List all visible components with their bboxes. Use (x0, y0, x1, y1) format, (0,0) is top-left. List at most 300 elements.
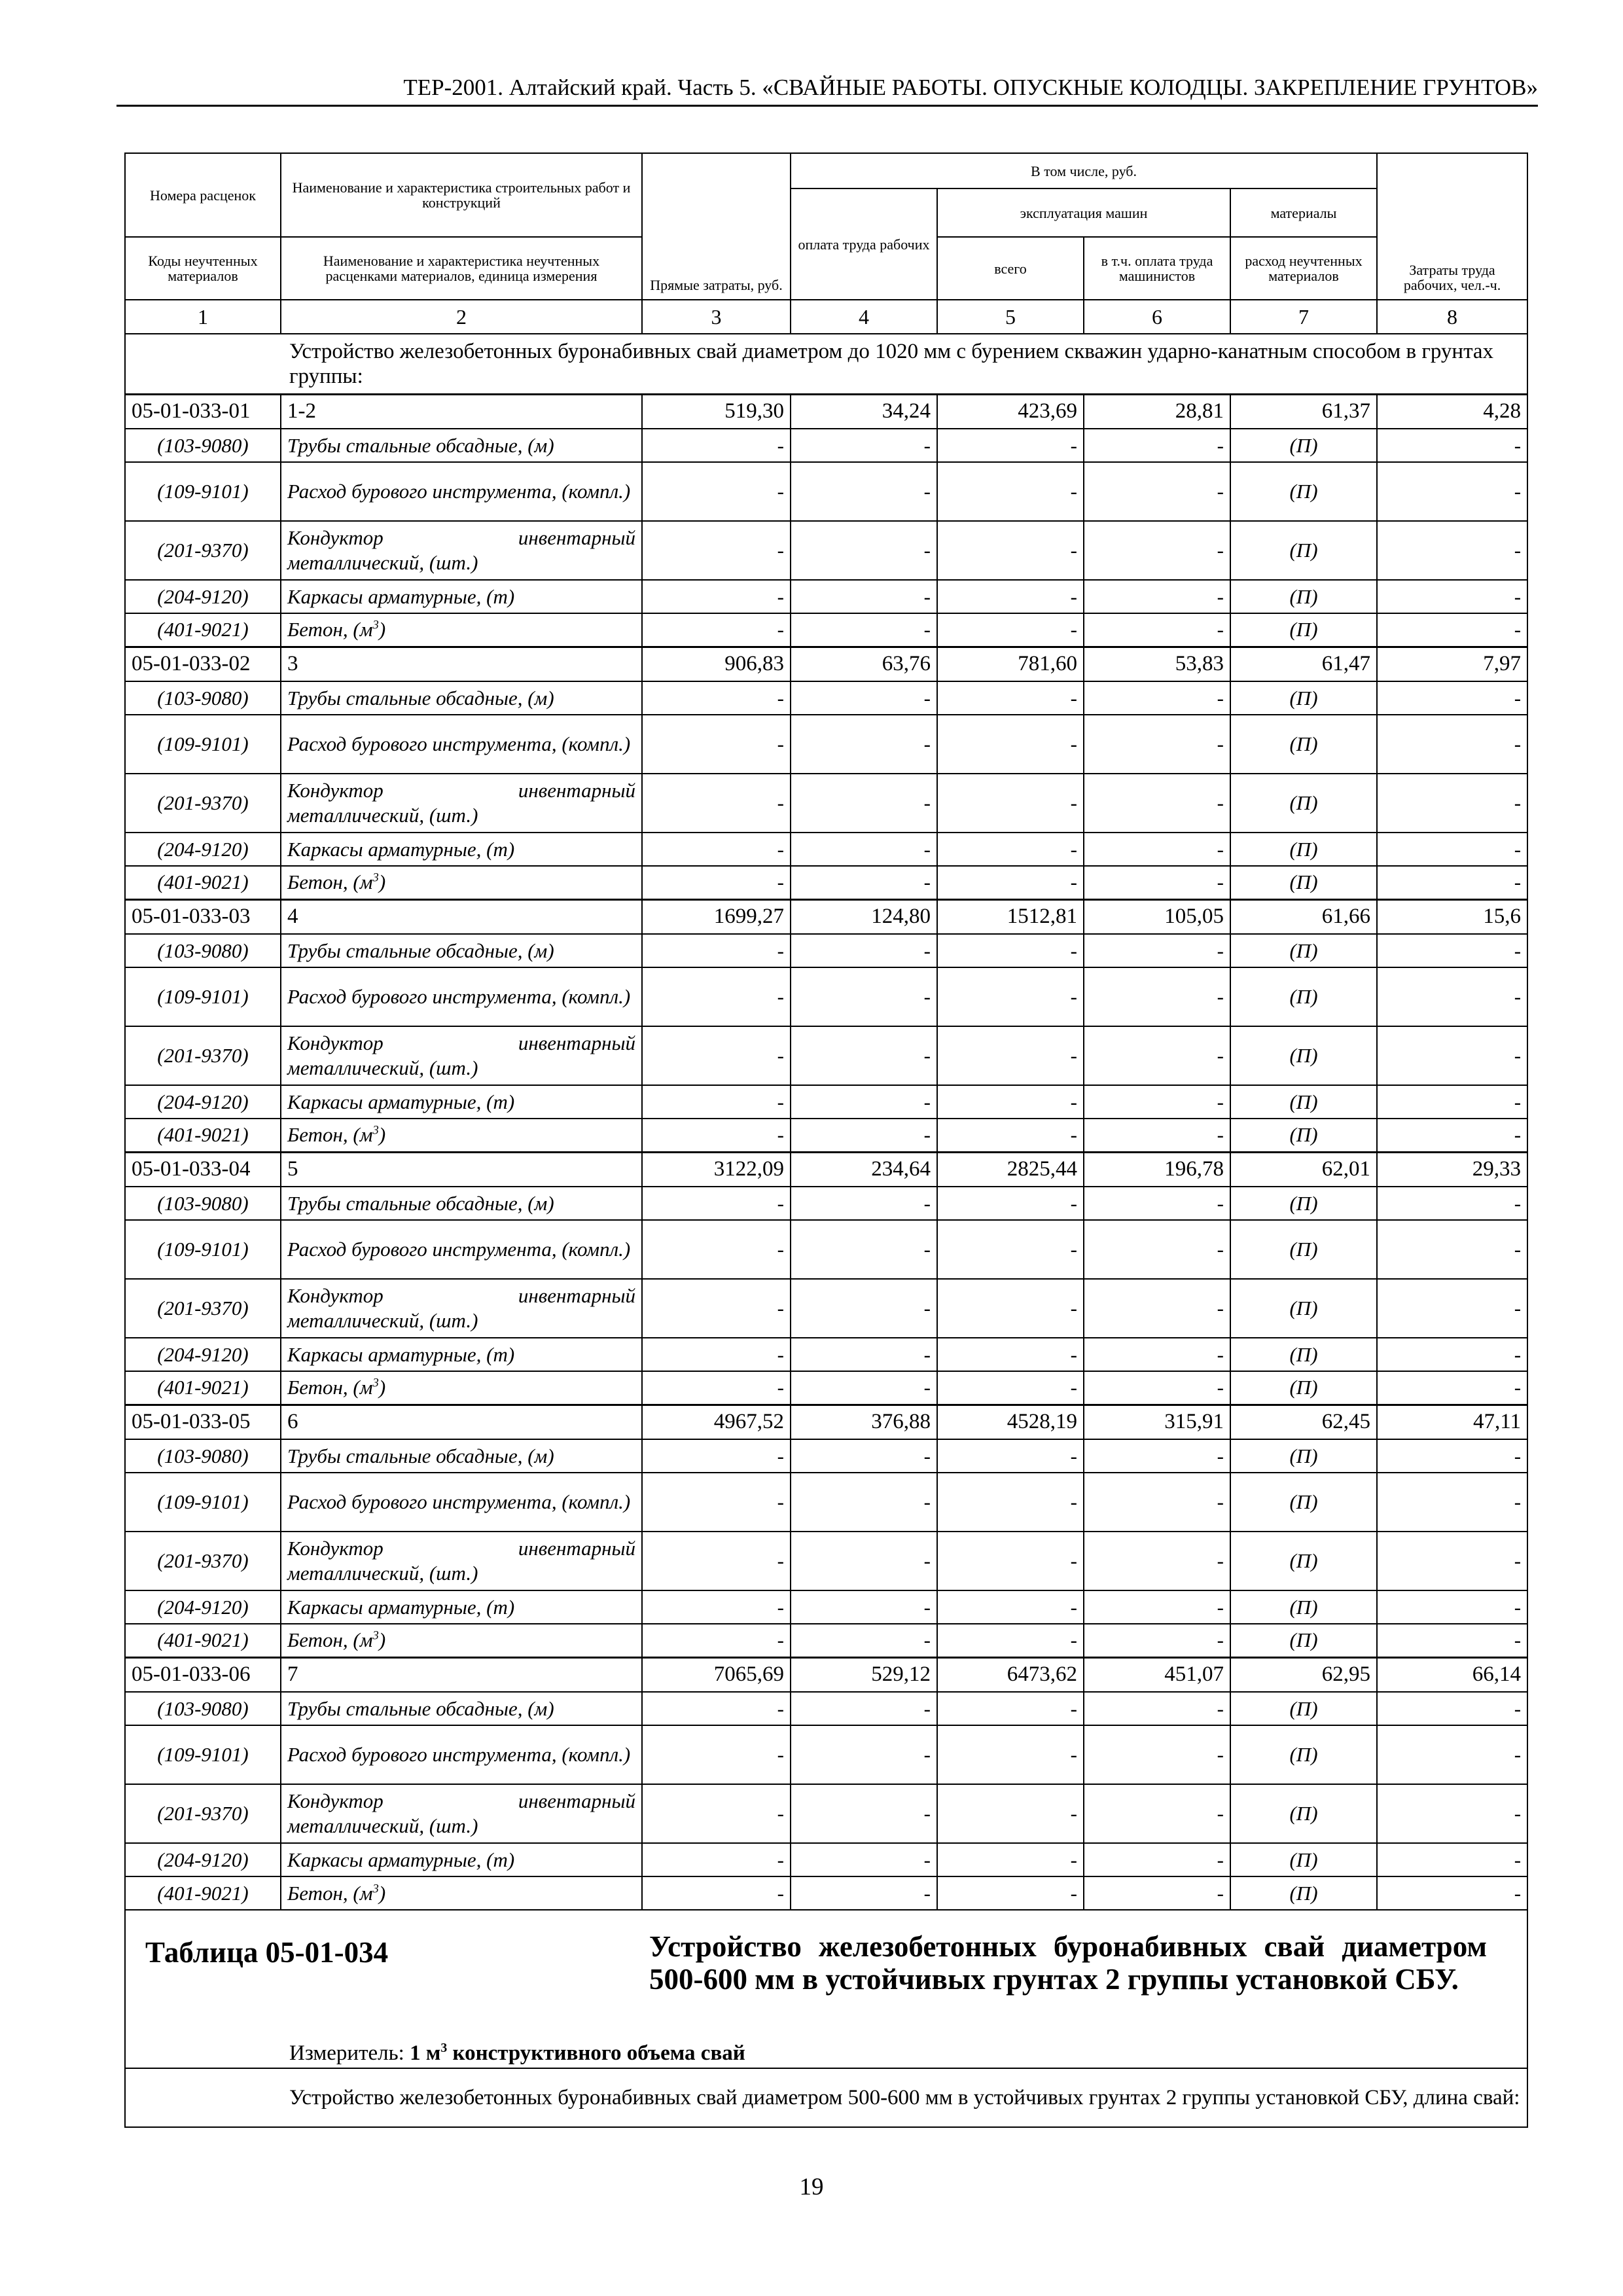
dash-cell: - (642, 774, 791, 833)
dash-cell: - (1084, 774, 1230, 833)
material-row (125, 462, 1527, 521)
material-row (125, 1784, 1527, 1843)
material-consumption: (П) (1230, 429, 1377, 462)
dash-cell: - (791, 1279, 937, 1338)
material-code: (401-9021) (125, 613, 281, 647)
rates-table (124, 152, 1528, 2128)
material-consumption: (П) (1230, 1187, 1377, 1220)
dash-cell: - (1084, 580, 1230, 613)
rate-code: 05-01-033-05 (125, 1405, 281, 1439)
material-name: Расход бурового инструмента, (компл.) (281, 462, 642, 521)
material-consumption: (П) (1230, 1784, 1377, 1843)
rate-row (125, 394, 1527, 429)
material-code: (204-9120) (125, 1843, 281, 1876)
dash-cell: - (642, 429, 791, 462)
dash-cell: - (791, 580, 937, 613)
dash-cell: - (937, 580, 1084, 613)
dash-cell: - (1377, 715, 1527, 774)
dash-cell: - (1084, 967, 1230, 1026)
dash-cell: - (1377, 934, 1527, 967)
material-row (125, 1590, 1527, 1624)
material-name: Расход бурового инструмента, (компл.) (281, 1473, 642, 1532)
direct-costs: 1699,27 (642, 899, 791, 934)
material-code: (201-9370) (125, 1784, 281, 1843)
material-row (125, 1692, 1527, 1725)
material-consumption: (П) (1230, 462, 1377, 521)
material-consumption: (П) (1230, 1590, 1377, 1624)
dash-cell: - (1084, 1371, 1230, 1405)
material-code: (103-9080) (125, 1692, 281, 1725)
material-consumption: (П) (1230, 1876, 1377, 1910)
material-consumption: (П) (1230, 1026, 1377, 1085)
dash-cell: - (642, 613, 791, 647)
rate-name: 7 (281, 1657, 642, 1692)
table-block (126, 1910, 1527, 2068)
material-code: (401-9021) (125, 1119, 281, 1152)
material-name: Трубы стальные обсадные, (м) (281, 429, 642, 462)
material-code: (204-9120) (125, 1590, 281, 1624)
rate-code: 05-01-033-06 (125, 1657, 281, 1692)
material-name: Бетон, $(м^3)$ (281, 1371, 642, 1405)
dash-cell: - (642, 1119, 791, 1152)
section-title: Устройство железобетонных буронабивных свай диаметром до 1020 мм с бурением скважин ударно-канатным способом в грунтах группы: (125, 334, 1527, 394)
dash-cell: - (1377, 1439, 1527, 1473)
material-row (125, 715, 1527, 774)
dash-cell: - (791, 429, 937, 462)
material-row (125, 774, 1527, 833)
material-consumption: (П) (1230, 1473, 1377, 1532)
dash-cell: - (937, 1725, 1084, 1784)
direct-costs: 906,83 (642, 647, 791, 681)
dash-cell: - (1377, 1590, 1527, 1624)
dash-cell: - (937, 1532, 1084, 1590)
col-num: 5 (937, 300, 1084, 334)
material-consumption: (П) (1230, 1624, 1377, 1657)
material-code: (103-9080) (125, 1439, 281, 1473)
col-num: 2 (281, 300, 642, 334)
operators-pay: 196,78 (1084, 1152, 1230, 1187)
dash-cell: - (1084, 1692, 1230, 1725)
labor-pay: 34,24 (791, 394, 937, 429)
dash-cell: - (937, 833, 1084, 866)
material-row (125, 681, 1527, 715)
col-materials: материалы (1230, 188, 1377, 237)
dash-cell: - (1084, 1085, 1230, 1119)
material-consumption: (П) (1230, 1532, 1377, 1590)
dash-cell: - (642, 866, 791, 899)
dash-cell: - (1377, 462, 1527, 521)
dash-cell: - (1084, 1590, 1230, 1624)
material-row (125, 934, 1527, 967)
dash-cell: - (791, 774, 937, 833)
dash-cell: - (642, 1473, 791, 1532)
material-consumption: (П) (1230, 774, 1377, 833)
dash-cell: - (1084, 1338, 1230, 1371)
dash-cell: - (937, 681, 1084, 715)
col-incl-operators: в т.ч. оплата труда машинистов (1084, 237, 1230, 300)
col-labor-pay: оплата труда рабочих (791, 188, 937, 300)
material-row (125, 1026, 1527, 1085)
col-mat-name: Наименование и характеристика неучтенных расценками материалов, единица измерения (281, 237, 642, 300)
dash-cell: - (937, 1784, 1084, 1843)
dash-cell: - (1377, 580, 1527, 613)
material-consumption: (П) (1230, 1843, 1377, 1876)
material-row (125, 1220, 1527, 1279)
labor-hours: 29,33 (1377, 1152, 1527, 1187)
material-name: Кондуктор инвентарный металлический, (шт.) (281, 1279, 642, 1338)
col-num: 3 (642, 300, 791, 334)
col-direct-costs: Прямые затраты, руб. (642, 153, 791, 300)
material-row (125, 1439, 1527, 1473)
col-including: В том числе, руб. (791, 153, 1377, 188)
col-rate-numbers: Номера расценок (125, 153, 281, 237)
labor-pay: 63,76 (791, 647, 937, 681)
dash-cell: - (937, 1624, 1084, 1657)
dash-cell: - (1377, 1725, 1527, 1784)
dash-cell: - (937, 1876, 1084, 1910)
dash-cell: - (791, 1371, 937, 1405)
dash-cell: - (642, 1590, 791, 1624)
measurement-value: 1 $м^3$ конструктивного объема свай (410, 2041, 745, 2065)
dash-cell: - (642, 833, 791, 866)
measurement-label: Измеритель: (289, 2041, 404, 2065)
rate-name: 4 (281, 899, 642, 934)
dash-cell: - (1084, 934, 1230, 967)
material-consumption: (П) (1230, 967, 1377, 1026)
dash-cell: - (1377, 1532, 1527, 1590)
material-row (125, 833, 1527, 866)
dash-cell: - (1084, 1532, 1230, 1590)
dash-cell: - (791, 1338, 937, 1371)
material-consumption: (П) (1230, 934, 1377, 967)
dash-cell: - (937, 1338, 1084, 1371)
labor-pay: 234,64 (791, 1152, 937, 1187)
material-row (125, 429, 1527, 462)
material-code: (109-9101) (125, 462, 281, 521)
material-consumption: (П) (1230, 1692, 1377, 1725)
material-code: (401-9021) (125, 1371, 281, 1405)
rate-code: 05-01-033-02 (125, 647, 281, 681)
dash-cell: - (1377, 1187, 1527, 1220)
material-name: Кондуктор инвентарный металлический, (шт.) (281, 1532, 642, 1590)
dash-cell: - (1084, 521, 1230, 580)
material-name: Расход бурового инструмента, (компл.) (281, 1220, 642, 1279)
dash-cell: - (642, 1371, 791, 1405)
dash-cell: - (1084, 1220, 1230, 1279)
dash-cell: - (1377, 1843, 1527, 1876)
material-code: (201-9370) (125, 774, 281, 833)
material-name: Трубы стальные обсадные, (м) (281, 1439, 642, 1473)
dash-cell: - (642, 1624, 791, 1657)
dash-cell: - (642, 1338, 791, 1371)
dash-cell: - (1377, 1279, 1527, 1338)
dash-cell: - (791, 1085, 937, 1119)
dash-cell: - (791, 1187, 937, 1220)
material-name: Расход бурового инструмента, (компл.) (281, 715, 642, 774)
material-row (125, 1279, 1527, 1338)
dash-cell: - (1084, 1725, 1230, 1784)
material-row (125, 1843, 1527, 1876)
dash-cell: - (1377, 1085, 1527, 1119)
dash-cell: - (1377, 1119, 1527, 1152)
materials-cost: 61,47 (1230, 647, 1377, 681)
material-code: (103-9080) (125, 934, 281, 967)
dash-cell: - (937, 521, 1084, 580)
table-block-row (125, 1910, 1527, 2068)
dash-cell: - (1084, 462, 1230, 521)
dash-cell: - (791, 1026, 937, 1085)
dash-cell: - (791, 613, 937, 647)
dash-cell: - (642, 1876, 791, 1910)
materials-cost: 62,01 (1230, 1152, 1377, 1187)
material-consumption: (П) (1230, 1725, 1377, 1784)
dash-cell: - (791, 1876, 937, 1910)
rate-row (125, 899, 1527, 934)
dash-cell: - (1084, 1843, 1230, 1876)
table-header (125, 153, 1527, 334)
dash-cell: - (1377, 866, 1527, 899)
labor-hours: 7,97 (1377, 647, 1527, 681)
material-name: Кондуктор инвентарный металлический, (шт.) (281, 1026, 642, 1085)
material-code: (401-9021) (125, 866, 281, 899)
material-name: Кондуктор инвентарный металлический, (шт.) (281, 774, 642, 833)
material-consumption: (П) (1230, 715, 1377, 774)
dash-cell: - (937, 1085, 1084, 1119)
direct-costs: 3122,09 (642, 1152, 791, 1187)
material-row (125, 1876, 1527, 1910)
material-name: Бетон, $(м^3)$ (281, 1876, 642, 1910)
dash-cell: - (1084, 429, 1230, 462)
dash-cell: - (642, 1279, 791, 1338)
col-num: 6 (1084, 300, 1230, 334)
dash-cell: - (642, 1085, 791, 1119)
dash-cell: - (1377, 681, 1527, 715)
material-name: Трубы стальные обсадные, (м) (281, 1187, 642, 1220)
dash-cell: - (791, 934, 937, 967)
material-code: (201-9370) (125, 1026, 281, 1085)
dash-cell: - (791, 462, 937, 521)
material-code: (401-9021) (125, 1876, 281, 1910)
material-code: (204-9120) (125, 580, 281, 613)
material-name: Трубы стальные обсадные, (м) (281, 934, 642, 967)
material-row (125, 866, 1527, 899)
dash-cell: - (1377, 1338, 1527, 1371)
dash-cell: - (937, 1119, 1084, 1152)
labor-pay: 376,88 (791, 1405, 937, 1439)
material-name: Трубы стальные обсадные, (м) (281, 1692, 642, 1725)
col-labor-costs: Затраты труда рабочих, чел.-ч. (1377, 153, 1527, 300)
labor-pay: 124,80 (791, 899, 937, 934)
rate-row (125, 647, 1527, 681)
material-code: (204-9120) (125, 1085, 281, 1119)
material-name: Бетон, $(м^3)$ (281, 1119, 642, 1152)
dash-cell: - (937, 1371, 1084, 1405)
material-code: (109-9101) (125, 715, 281, 774)
material-name: Расход бурового инструмента, (компл.) (281, 1725, 642, 1784)
dash-cell: - (1084, 1473, 1230, 1532)
material-row (125, 1085, 1527, 1119)
material-name: Расход бурового инструмента, (компл.) (281, 967, 642, 1026)
dash-cell: - (937, 934, 1084, 967)
direct-costs: 4967,52 (642, 1405, 791, 1439)
rate-name: 3 (281, 647, 642, 681)
material-name: Кондуктор инвентарный металлический, (шт.) (281, 1784, 642, 1843)
dash-cell: - (791, 521, 937, 580)
materials-cost: 61,66 (1230, 899, 1377, 934)
materials-cost: 61,37 (1230, 394, 1377, 429)
dash-cell: - (791, 1692, 937, 1725)
dash-cell: - (1084, 613, 1230, 647)
dash-cell: - (1377, 1220, 1527, 1279)
dash-cell: - (642, 1026, 791, 1085)
dash-cell: - (937, 1220, 1084, 1279)
material-code: (109-9101) (125, 967, 281, 1026)
material-code: (401-9021) (125, 1624, 281, 1657)
materials-cost: 62,95 (1230, 1657, 1377, 1692)
dash-cell: - (791, 1473, 937, 1532)
material-consumption: (П) (1230, 613, 1377, 647)
material-row (125, 1473, 1527, 1532)
machines-total: 4528,19 (937, 1405, 1084, 1439)
material-code: (109-9101) (125, 1725, 281, 1784)
subsection-row (125, 2068, 1527, 2127)
material-row (125, 1725, 1527, 1784)
material-code: (204-9120) (125, 833, 281, 866)
dash-cell: - (791, 1439, 937, 1473)
rate-row (125, 1152, 1527, 1187)
material-consumption: (П) (1230, 681, 1377, 715)
rate-name: 1-2 (281, 394, 642, 429)
rate-name: 6 (281, 1405, 642, 1439)
dash-cell: - (791, 1843, 937, 1876)
col-num: 1 (125, 300, 281, 334)
dash-cell: - (937, 967, 1084, 1026)
dash-cell: - (1084, 1119, 1230, 1152)
dash-cell: - (791, 1220, 937, 1279)
dash-cell: - (1377, 613, 1527, 647)
machines-total: 423,69 (937, 394, 1084, 429)
table-body (125, 334, 1527, 1910)
direct-costs: 519,30 (642, 394, 791, 429)
rate-row (125, 1657, 1527, 1692)
dash-cell: - (642, 1784, 791, 1843)
dash-cell: - (1084, 833, 1230, 866)
dash-cell: - (937, 429, 1084, 462)
dash-cell: - (937, 1279, 1084, 1338)
dash-cell: - (791, 866, 937, 899)
dash-cell: - (1084, 715, 1230, 774)
materials-cost: 62,45 (1230, 1405, 1377, 1439)
labor-pay: 529,12 (791, 1657, 937, 1692)
operators-pay: 315,91 (1084, 1405, 1230, 1439)
dash-cell: - (937, 866, 1084, 899)
material-consumption: (П) (1230, 1279, 1377, 1338)
dash-cell: - (791, 967, 937, 1026)
material-name: Каркасы арматурные, (т) (281, 1338, 642, 1371)
material-code: (204-9120) (125, 1338, 281, 1371)
material-name: Каркасы арматурные, (т) (281, 833, 642, 866)
material-consumption: (П) (1230, 1119, 1377, 1152)
dash-cell: - (642, 681, 791, 715)
operators-pay: 105,05 (1084, 899, 1230, 934)
material-consumption: (П) (1230, 833, 1377, 866)
dash-cell: - (937, 462, 1084, 521)
dash-cell: - (791, 1119, 937, 1152)
dash-cell: - (1084, 1026, 1230, 1085)
dash-cell: - (1084, 681, 1230, 715)
material-row (125, 967, 1527, 1026)
material-code: (109-9101) (125, 1473, 281, 1532)
dash-cell: - (1084, 1439, 1230, 1473)
dash-cell: - (642, 1439, 791, 1473)
dash-cell: - (937, 1843, 1084, 1876)
material-row (125, 521, 1527, 580)
col-num: 7 (1230, 300, 1377, 334)
dash-cell: - (791, 681, 937, 715)
dash-cell: - (1377, 429, 1527, 462)
material-name: Каркасы арматурные, (т) (281, 1843, 642, 1876)
dash-cell: - (937, 1187, 1084, 1220)
measurement-unit (289, 2041, 745, 2066)
dash-cell: - (642, 934, 791, 967)
labor-hours: 66,14 (1377, 1657, 1527, 1692)
material-row (125, 1532, 1527, 1590)
material-name: Бетон, $(м^3)$ (281, 866, 642, 899)
dash-cell: - (791, 1725, 937, 1784)
material-row (125, 1119, 1527, 1152)
dash-cell: - (791, 1784, 937, 1843)
dash-cell: - (1084, 1624, 1230, 1657)
material-row (125, 613, 1527, 647)
dash-cell: - (791, 1624, 937, 1657)
next-table-body (125, 1910, 1527, 2127)
labor-hours: 4,28 (1377, 394, 1527, 429)
material-consumption: (П) (1230, 580, 1377, 613)
rate-row (125, 1405, 1527, 1439)
material-name: Бетон, $(м^3)$ (281, 613, 642, 647)
material-consumption: (П) (1230, 1439, 1377, 1473)
material-consumption: (П) (1230, 866, 1377, 899)
machines-total: 6473,62 (937, 1657, 1084, 1692)
dash-cell: - (791, 1590, 937, 1624)
dash-cell: - (1084, 866, 1230, 899)
material-code: (109-9101) (125, 1220, 281, 1279)
dash-cell: - (1377, 1624, 1527, 1657)
material-name: Кондуктор инвентарный металлический, (шт.) (281, 521, 642, 580)
material-name: Каркасы арматурные, (т) (281, 580, 642, 613)
operators-pay: 451,07 (1084, 1657, 1230, 1692)
rate-code: 05-01-033-04 (125, 1152, 281, 1187)
dash-cell: - (937, 774, 1084, 833)
dash-cell: - (642, 967, 791, 1026)
subsection-title: Устройство железобетонных буронабивных свай диаметром 500-600 мм в устойчивых грунтах 2 группы установкой СБУ, длина свай: (125, 2068, 1527, 2127)
material-name: Трубы стальные обсадные, (м) (281, 681, 642, 715)
dash-cell: - (1084, 1876, 1230, 1910)
operators-pay: 28,81 (1084, 394, 1230, 429)
dash-cell: - (937, 1026, 1084, 1085)
dash-cell: - (1377, 967, 1527, 1026)
dash-cell: - (1377, 1692, 1527, 1725)
page-header (116, 71, 1538, 107)
dash-cell: - (1084, 1279, 1230, 1338)
material-row (125, 1338, 1527, 1371)
rate-code: 05-01-033-03 (125, 899, 281, 934)
dash-cell: - (1084, 1187, 1230, 1220)
dash-cell: - (642, 1220, 791, 1279)
dash-cell: - (642, 715, 791, 774)
dash-cell: - (642, 521, 791, 580)
column-numbers-row (125, 300, 1527, 334)
